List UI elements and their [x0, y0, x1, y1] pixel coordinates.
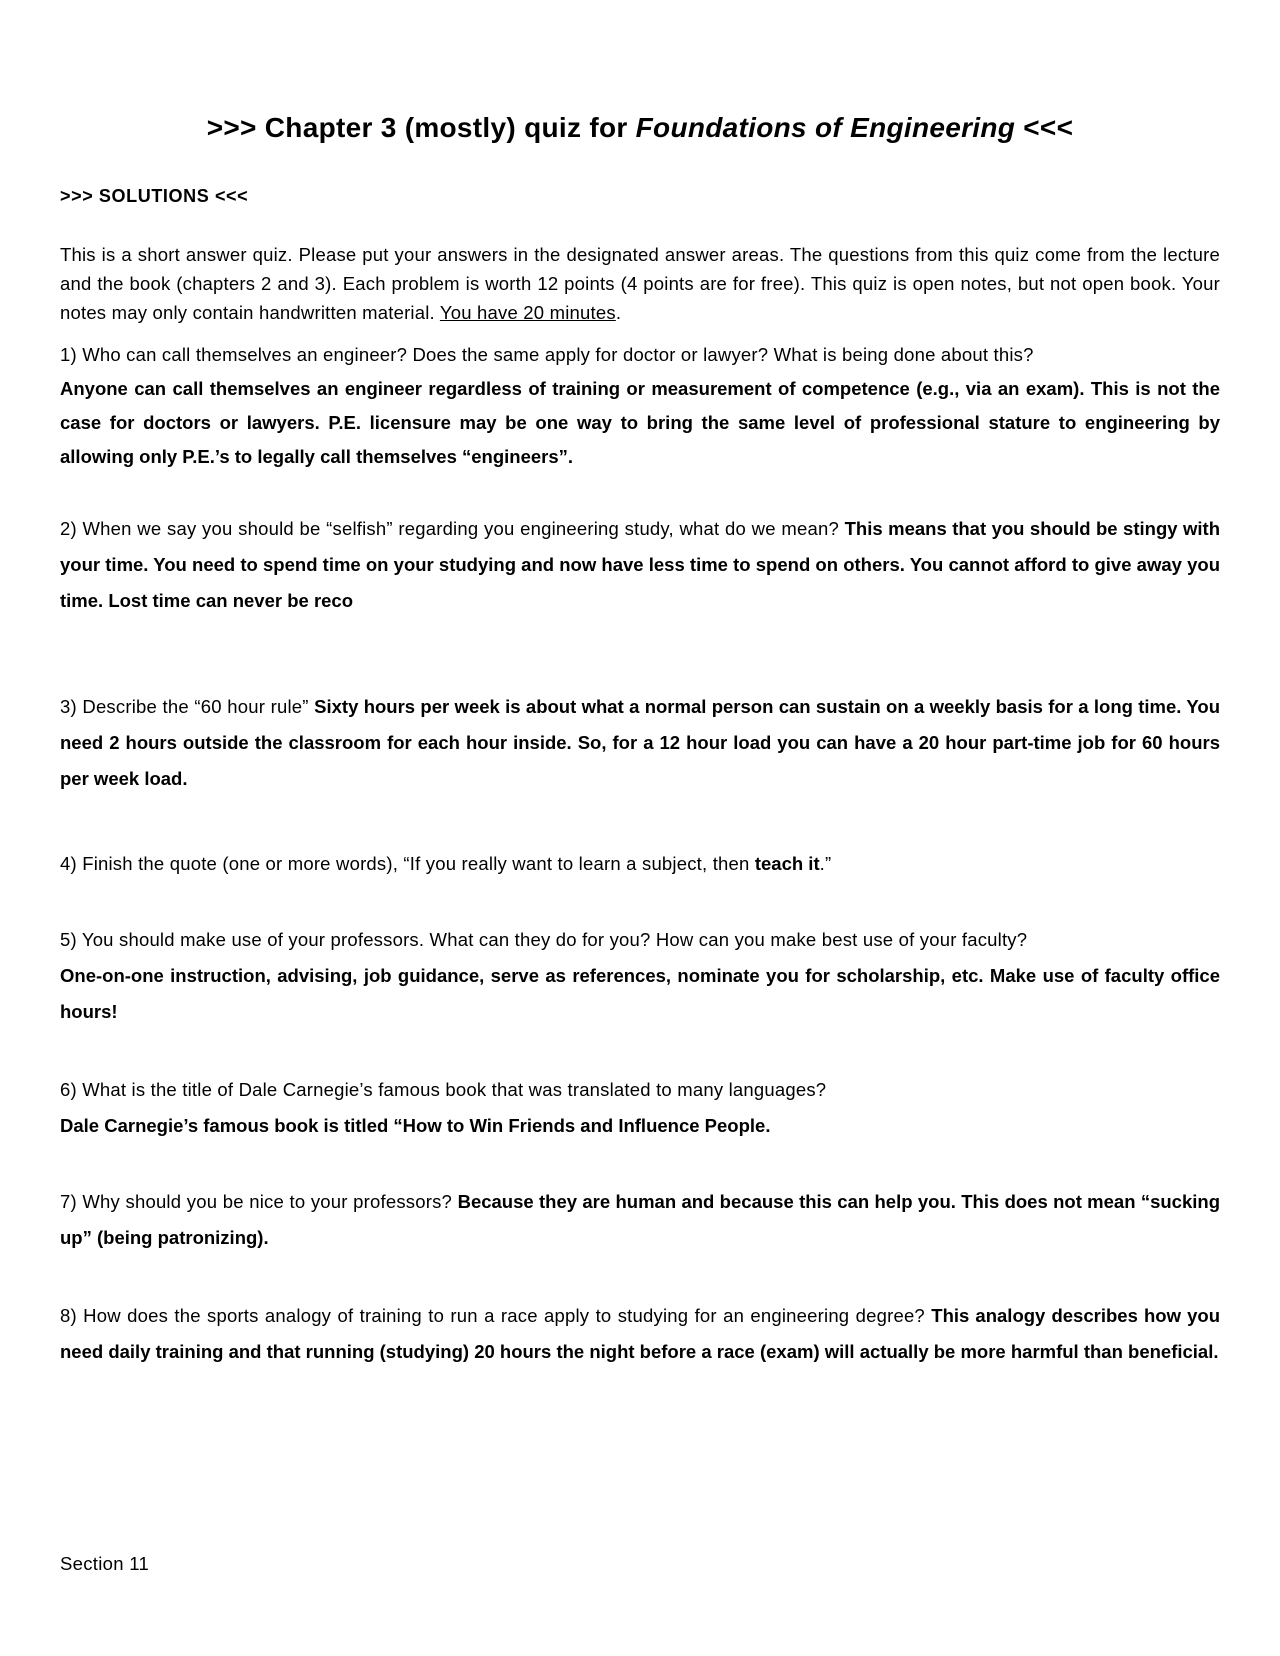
question-block-8	[60, 1298, 1220, 1370]
time-limit-note: You have 20 minutes	[439, 302, 616, 323]
question-text: 2) When we say you should be “selfish” regarding you engineering study, what do we mean?	[60, 518, 845, 539]
question-text: 7) Why should you be nice to your professors?	[60, 1191, 458, 1212]
answer-text: Dale Carnegie’s famous book is titled “How to Win Friends and Influence People.	[60, 1115, 771, 1136]
solutions-heading: >>> SOLUTIONS <<<	[60, 186, 249, 206]
question-block-5	[60, 922, 1220, 1030]
answer-text: This means that you should be stingy with your time. You need to spend time on your studying and now have less time to spend on others. You cannot afford to give away you time. Lost time can never be reco	[60, 518, 1220, 611]
question-text: 5) You should make use of your professors. What can they do for you? How can you make best use of your faculty?	[60, 929, 1028, 950]
page-title: >>> Chapter 3 (mostly) quiz for Foundations of Engineering <<<	[206, 112, 1074, 143]
page-footer: Section 11	[60, 1553, 150, 1574]
question-block-7	[60, 1184, 1220, 1256]
answer-text: This analogy describes how you need daily training and that running (studying) 20 hours the night before a race (exam) will actually be more harmful than beneficial.	[60, 1305, 1220, 1362]
question-text: 3) Describe the “60 hour rule”	[60, 696, 315, 717]
question-text: 4) Finish the quote (one or more words), “If you really want to learn a subject, then	[60, 853, 755, 874]
question-block-2	[60, 511, 1220, 619]
question-text: 6) What is the title of Dale Carnegie’s famous book that was translated to many languages?	[60, 1079, 827, 1100]
question-block-4: 4) Finish the quote (one or more words), “If you really want to learn a subject, then teach it.”	[60, 853, 832, 874]
question-block-6	[60, 1072, 1220, 1144]
question-block-3	[60, 689, 1220, 797]
course-title: Foundations of Engineering	[635, 112, 1016, 143]
answer-text: One-on-one instruction, advising, job guidance, serve as references, nominate you for scholarship, etc. Make use of faculty office hours!	[60, 965, 1220, 1022]
instructions-paragraph: This is a short answer quiz. Please put your answers in the designated answer areas. The questions from this quiz come from the lecture and the book (chapters 2 and 3). Each problem is worth 12 points (4 points are for free). This quiz is open notes, but not open book. Your notes may only contain handwritten material. You have 20 minutes.	[60, 244, 1220, 323]
answer-text: teach it	[754, 853, 820, 874]
question-block-1	[60, 338, 1220, 474]
answer-text: Because they are human and because this can help you. This does not mean “sucking up” (being patronizing).	[60, 1191, 1220, 1248]
question-text: 1) Who can call themselves an engineer? Does the same apply for doctor or lawyer? What is being done about this?	[60, 344, 1034, 365]
answer-text: Anyone can call themselves an engineer regardless of training or measurement of competence (e.g., via an exam). This is not the case for doctors or lawyers. P.E. licensure may be one way to bring the same level of professional stature to engineering by allowing only P.E.’s to legally call themselves “engineers”.	[60, 378, 1220, 467]
answer-text: Sixty hours per week is about what a normal person can sustain on a weekly basis for a long time. You need 2 hours outside the classroom for each hour inside. So, for a 12 hour load you can have a 20 hour part-time job for 60 hours per week load.	[60, 696, 1220, 789]
question-text: 8) How does the sports analogy of training to run a race apply to studying for an engineering degree?	[60, 1305, 932, 1326]
